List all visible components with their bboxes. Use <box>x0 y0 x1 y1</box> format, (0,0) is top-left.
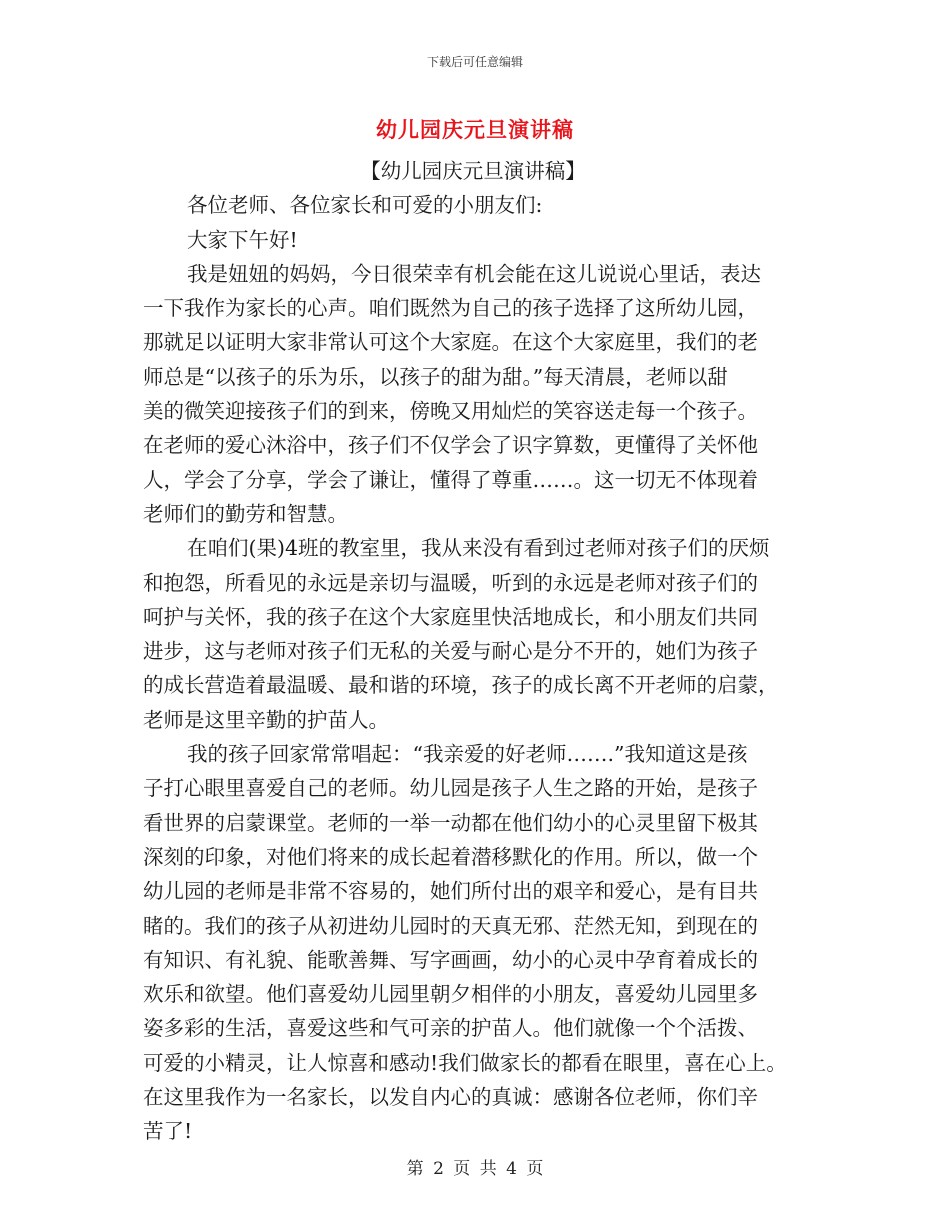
paragraph-line: 美的微笑迎接孩子们的到来，傍晚又用灿烂的笑容送走每一个孩子。 <box>143 399 758 424</box>
paragraph-line: 我的孩子回家常常唱起：“我亲爱的好老师…….”我知道这是孩 <box>187 742 748 767</box>
paragraph-line: 苦了! <box>143 1119 193 1144</box>
salutation-line: 各位老师、各位家长和可爱的小朋友们: <box>187 193 543 218</box>
greeting-line: 大家下午好! <box>187 227 298 252</box>
paragraph-line: 睹的。我们的孩子从初进幼儿园时的天真无邪、茫然无知，到现在的 <box>143 913 758 938</box>
paragraph-line: 那就足以证明大家非常认可这个大家庭。在这个大家庭里，我们的老 <box>143 330 758 355</box>
paragraph-line: 进步，这与老师对孩子们无私的关爱与耐心是分不开的，她们为孩子 <box>143 639 758 664</box>
page-number-footer: 第 2 页 共 4 页 <box>406 1159 544 1179</box>
subtitle-line: 【幼儿园庆元旦演讲稿】 <box>360 159 586 183</box>
paragraph-line: 的成长营造着最温暖、最和谐的环境，孩子的成长离不开老师的启蒙， <box>143 673 779 698</box>
paragraph-line: 子打心眼里喜爱自己的老师。幼儿园是孩子人生之路的开始，是孩子 <box>143 776 758 801</box>
paragraph-line: 我是妞妞的妈妈，今日很荣幸有机会能在这儿说说心里话，表达 <box>187 261 761 286</box>
paragraph-line: 在老师的爱心沐浴中，孩子们不仅学会了识字算数，更懂得了关怀他 <box>143 433 758 458</box>
paragraph-line: 和抱怨，所看见的永远是亲切与温暖，听到的永远是老师对孩子们的 <box>143 570 758 595</box>
paragraph-line: 人，学会了分享，学会了谦让，懂得了尊重……。这一切无不体现着 <box>143 467 758 492</box>
paragraph-line: 师总是“以孩子的乐为乐，以孩子的甜为甜。”每天清晨，老师以甜 <box>143 364 728 389</box>
paragraph-line: 一下我作为家长的心声。咱们既然为自己的孩子选择了这所幼儿园， <box>143 296 758 321</box>
document-body <box>143 154 833 1149</box>
paragraph-line: 呵护与关怀，我的孩子在这个大家庭里快活地成长，和小朋友们共同 <box>143 604 758 629</box>
paragraph-line: 在咱们(果)4班的教室里，我从来没有看到过老师对孩子们的厌烦 <box>187 536 770 561</box>
paragraph-line: 欢乐和欲望。他们喜爱幼儿园里朝夕相伴的小朋友，喜爱幼儿园里多 <box>143 982 758 1007</box>
paragraph-line: 在这里我作为一名家长，以发自内心的真诚：感谢各位老师，你们辛 <box>143 1085 758 1110</box>
paragraph-line: 老师是这里辛勤的护苗人。 <box>143 707 389 732</box>
document-title: 幼儿园庆元旦演讲稿 <box>376 118 574 142</box>
paragraph-line: 可爱的小精灵，让人惊喜和感动!我们做家长的都看在眼里，喜在心上。 <box>143 1050 787 1075</box>
paragraph-line: 深刻的印象，对他们将来的成长起着潜移默化的作用。所以，做一个 <box>143 844 758 869</box>
page-header-note: 下载后可任意编辑 <box>426 55 523 69</box>
paragraph-line: 老师们的勤劳和智慧。 <box>143 501 348 526</box>
paragraph-line: 幼儿园的老师是非常不容易的，她们所付出的艰辛和爱心，是有目共 <box>143 879 758 904</box>
paragraph-line: 看世界的启蒙课堂。老师的一举一动都在他们幼小的心灵里留下极其 <box>143 810 758 835</box>
paragraph-line: 有知识、有礼貌、能歌善舞、写字画画，幼小的心灵中孕育着成长的 <box>143 947 758 972</box>
paragraph-line: 姿多彩的生活，喜爱这些和气可亲的护苗人。他们就像一个个活拨、 <box>143 1016 758 1041</box>
